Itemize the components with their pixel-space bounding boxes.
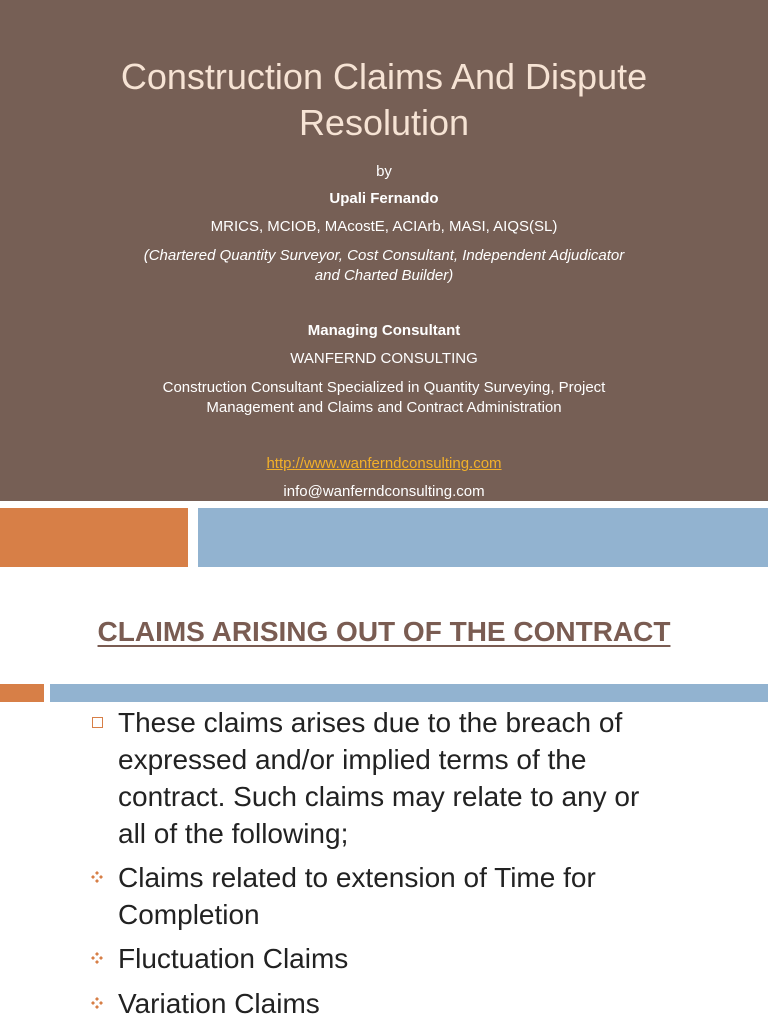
specialization-line-2: Management and Claims and Contract Administration xyxy=(206,399,562,416)
sub-bullet-fluctuation xyxy=(118,940,738,977)
slide-title: Construction Claims And Dispute Resolution xyxy=(120,56,648,143)
author-role: Managing Consultant xyxy=(307,322,461,339)
sub-bullet-line-1: Claims related to extension of Time for xyxy=(118,862,596,893)
intro-line-4: all of the following; xyxy=(118,818,349,849)
intro-line-1: These claims arises due to the breach of xyxy=(118,707,623,738)
intro-line-2: expressed and/or implied terms of the xyxy=(118,744,587,775)
four-diamond-icon xyxy=(90,870,104,884)
four-diamond-icon xyxy=(90,996,104,1010)
orange-divider-bar xyxy=(0,684,44,702)
author-credentials: MRICS, MCIOB, MAcostE, ACIArb, MASI, AIQS(SL) xyxy=(210,218,558,235)
four-diamond-icon xyxy=(90,951,104,965)
by-label: by xyxy=(376,163,392,180)
sub-bullet-text: Fluctuation Claims xyxy=(118,943,349,974)
sub-bullet-extension-of-time xyxy=(118,859,738,933)
intro-bullet xyxy=(118,704,738,852)
sub-bullet-variation xyxy=(118,985,738,1022)
orange-accent-bar xyxy=(0,508,188,567)
hollow-square-icon xyxy=(92,717,103,728)
author-description-line-1: (Chartered Quantity Surveyor, Cost Consultant, Independent Adjudicator xyxy=(143,247,625,264)
author-description-line-2: and Charted Builder) xyxy=(314,267,454,284)
company-name: WANFERND CONSULTING xyxy=(290,350,478,367)
intro-line-3: contract. Such claims may relate to any or xyxy=(118,781,640,812)
email-address: info@wanferndconsulting.com xyxy=(283,483,485,500)
title-slide xyxy=(0,0,768,501)
section-heading-text: CLAIMS ARISING OUT OF THE CONTRACT xyxy=(97,616,671,647)
section-heading xyxy=(0,613,768,651)
blue-accent-bar xyxy=(198,508,768,567)
blue-divider-bar xyxy=(50,684,768,702)
website-link[interactable]: http://www.wanferndconsulting.com xyxy=(266,455,502,472)
author-name: Upali Fernando xyxy=(329,190,439,207)
sub-bullet-text: Variation Claims xyxy=(118,988,320,1019)
specialization-line-1: Construction Consultant Specialized in Quantity Surveying, Project xyxy=(162,379,606,396)
sub-bullet-line-2: Completion xyxy=(118,899,260,930)
